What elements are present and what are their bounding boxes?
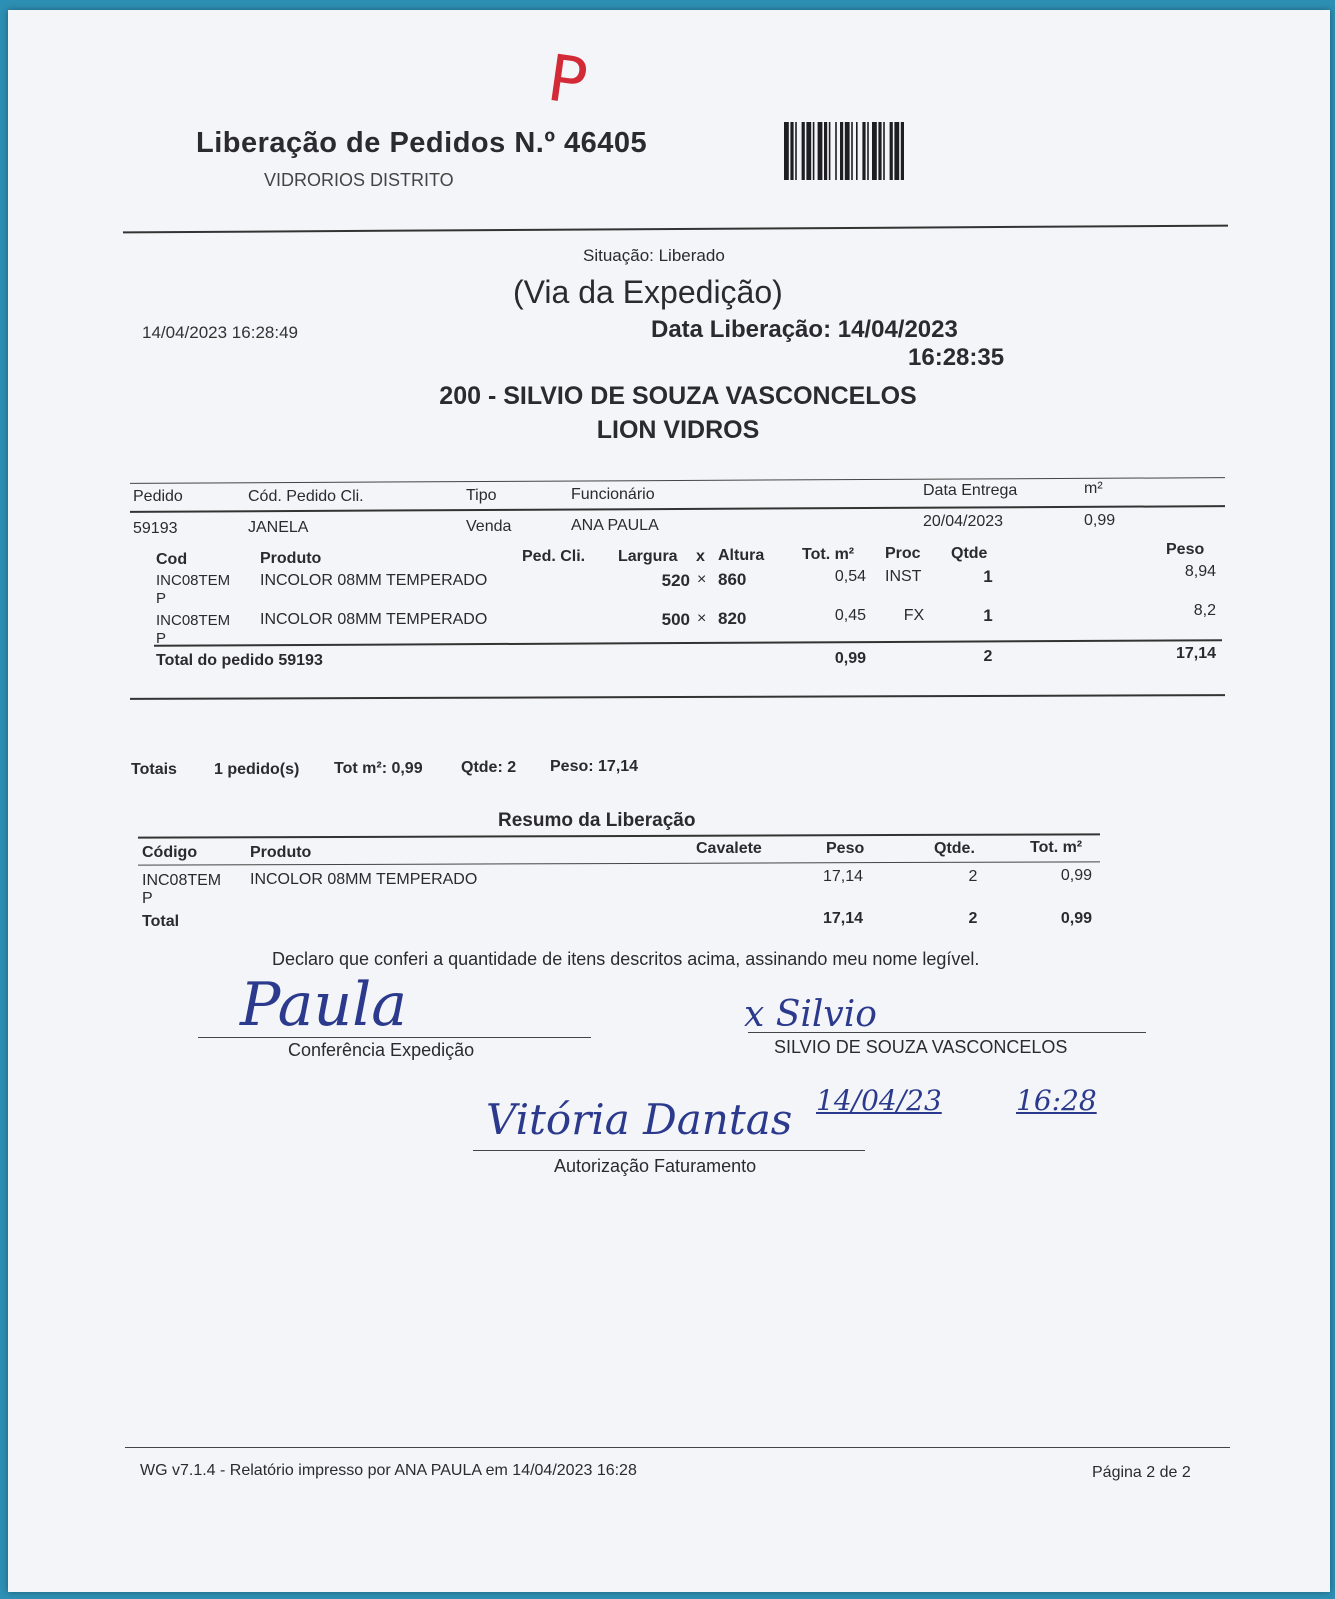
totals-m2: Tot m²: 0,99 <box>334 760 423 777</box>
resumo-col-peso: Peso <box>826 840 865 857</box>
order-m2: 0,99 <box>1084 512 1116 529</box>
order-header-line <box>130 505 1225 513</box>
order-funcionario: ANA PAULA <box>571 517 659 534</box>
totals-label: Totais <box>131 761 177 778</box>
item-x: × <box>697 610 707 627</box>
items-col-ped-cli: Ped. Cli. <box>522 548 586 565</box>
signature-label-2: SILVIO DE SOUZA VASCONCELOS <box>774 1037 1068 1057</box>
signature-line-3 <box>473 1150 865 1151</box>
printed-at: 14/04/2023 16:28:49 <box>142 323 298 342</box>
items-col-proc: Proc <box>885 545 921 562</box>
totals-pedidos: 1 pedido(s) <box>214 761 300 778</box>
resumo-cod-suffix: P <box>142 890 153 907</box>
item-tot-m2: 0,54 <box>834 568 866 585</box>
resumo-col-codigo: Código <box>142 844 198 861</box>
order-total-m2: 0,99 <box>834 650 866 667</box>
signature-line-2 <box>748 1032 1146 1033</box>
item-x: × <box>697 571 707 588</box>
footer-page-number: Página 2 de 2 <box>1092 1464 1191 1481</box>
signature-vitoria: Vitória Dantas <box>486 1095 793 1144</box>
resumo-total-label: Total <box>142 913 180 930</box>
signature-label-3: Autorização Faturamento <box>554 1156 757 1176</box>
order-bottom-line <box>130 694 1225 700</box>
item-peso: 8,2 <box>1193 602 1216 619</box>
item-largura: 520 <box>661 571 690 590</box>
document-title: Liberação de Pedidos N.º 46405 <box>196 127 648 159</box>
order-col-cod-pedido-cli: Cód. Pedido Cli. <box>248 488 364 505</box>
resumo-col-qtde: Qtde. <box>934 840 975 857</box>
item-proc: FX <box>903 607 925 624</box>
signature-line-1 <box>198 1037 591 1038</box>
item-cod-suffix: P <box>156 630 167 647</box>
order-total-label: Total do pedido 59193 <box>156 652 323 669</box>
footer-line <box>125 1447 1230 1448</box>
item-largura: 500 <box>661 610 690 629</box>
order-total-qtde: 2 <box>983 648 993 665</box>
items-col-tot-m2: Tot. m² <box>802 546 855 563</box>
resumo-total-qtde: 2 <box>968 910 978 927</box>
resumo-tot-m2: 0,99 <box>1060 867 1092 884</box>
item-qtde: 1 <box>983 606 993 625</box>
signature-date: 14/04/23 <box>816 1084 942 1117</box>
client-line: 200 - SILVIO DE SOUZA VASCONCELOS <box>439 382 917 410</box>
resumo-col-tot-m2: Tot. m² <box>1030 839 1083 856</box>
handwritten-p-mark: P <box>543 41 592 121</box>
order-col-data-entrega: Data Entrega <box>923 482 1018 499</box>
item-qtde: 1 <box>983 567 993 586</box>
resumo-cod: INC08TEM <box>142 872 222 889</box>
item-altura: 860 <box>718 570 747 589</box>
header-divider <box>123 225 1228 234</box>
order-top-line <box>130 477 1225 484</box>
items-col-produto: Produto <box>260 550 322 567</box>
item-proc: INST <box>885 568 922 585</box>
resumo-col-cavalete: Cavalete <box>696 840 762 857</box>
resumo-total-m2: 0,99 <box>1060 910 1092 927</box>
items-col-cod: Cod <box>156 551 188 568</box>
resumo-qtde: 2 <box>968 868 978 885</box>
data-liberacao-time: 16:28:35 <box>908 344 1005 371</box>
items-col-largura: Largura <box>618 548 678 565</box>
items-col-altura: Altura <box>718 547 765 564</box>
items-col-x: x <box>696 548 705 565</box>
signature-paula: Paula <box>240 970 408 1040</box>
resumo-col-produto: Produto <box>250 844 312 861</box>
order-total-peso: 17,14 <box>1175 645 1216 662</box>
footer-printed-by: WG v7.1.4 - Relatório impresso por ANA PAULA em 14/04/2023 16:28 <box>140 1462 637 1479</box>
order-data-entrega: 20/04/2023 <box>923 513 1004 530</box>
item-peso: 8,94 <box>1184 563 1216 580</box>
resumo-total-peso: 17,14 <box>823 910 864 927</box>
order-cod-pedido-cli: JANELA <box>248 519 309 536</box>
client-company: LION VIDROS <box>596 416 760 444</box>
item-cod-suffix: P <box>156 590 167 607</box>
barcode-icon <box>784 122 984 180</box>
item-produto: INCOLOR 08MM TEMPERADO <box>260 611 488 628</box>
company-name: VIDRORIOS DISTRITO <box>264 170 454 190</box>
order-col-funcionario: Funcionário <box>571 486 655 503</box>
resumo-produto: INCOLOR 08MM TEMPERADO <box>250 871 478 888</box>
via-text: (Via da Expedição) <box>513 274 783 310</box>
resumo-top-line <box>138 833 1100 838</box>
declaration-text: Declaro que conferi a quantidade de itens descritos acima, assinando meu nome legível. <box>272 949 980 969</box>
item-tot-m2: 0,45 <box>834 607 866 624</box>
items-col-qtde: Qtde <box>951 545 988 562</box>
signature-silvio: x Silvio <box>744 994 877 1035</box>
totals-qtde: Qtde: 2 <box>461 759 517 776</box>
signature-time: 16:28 <box>1016 1084 1097 1117</box>
document-page <box>8 10 1330 1592</box>
data-liberacao: Data Liberação: 14/04/2023 <box>651 316 958 343</box>
items-total-line <box>154 639 1222 647</box>
order-col-m2: m² <box>1084 480 1103 497</box>
totals-peso: Peso: 17,14 <box>550 758 639 775</box>
item-produto: INCOLOR 08MM TEMPERADO <box>260 572 488 589</box>
order-col-pedido: Pedido <box>133 488 183 505</box>
order-tipo: Venda <box>466 518 512 535</box>
item-cod: INC08TEM <box>156 572 231 589</box>
signature-label-1: Conferência Expedição <box>288 1040 475 1060</box>
resumo-peso: 17,14 <box>823 868 864 885</box>
resumo-title: Resumo da Liberação <box>498 810 696 831</box>
item-cod: INC08TEM <box>156 612 231 629</box>
order-col-tipo: Tipo <box>466 487 497 504</box>
item-altura: 820 <box>718 609 747 628</box>
situacao-text: Situação: Liberado <box>583 246 725 265</box>
order-pedido: 59193 <box>133 520 178 537</box>
items-col-peso: Peso <box>1166 541 1205 558</box>
